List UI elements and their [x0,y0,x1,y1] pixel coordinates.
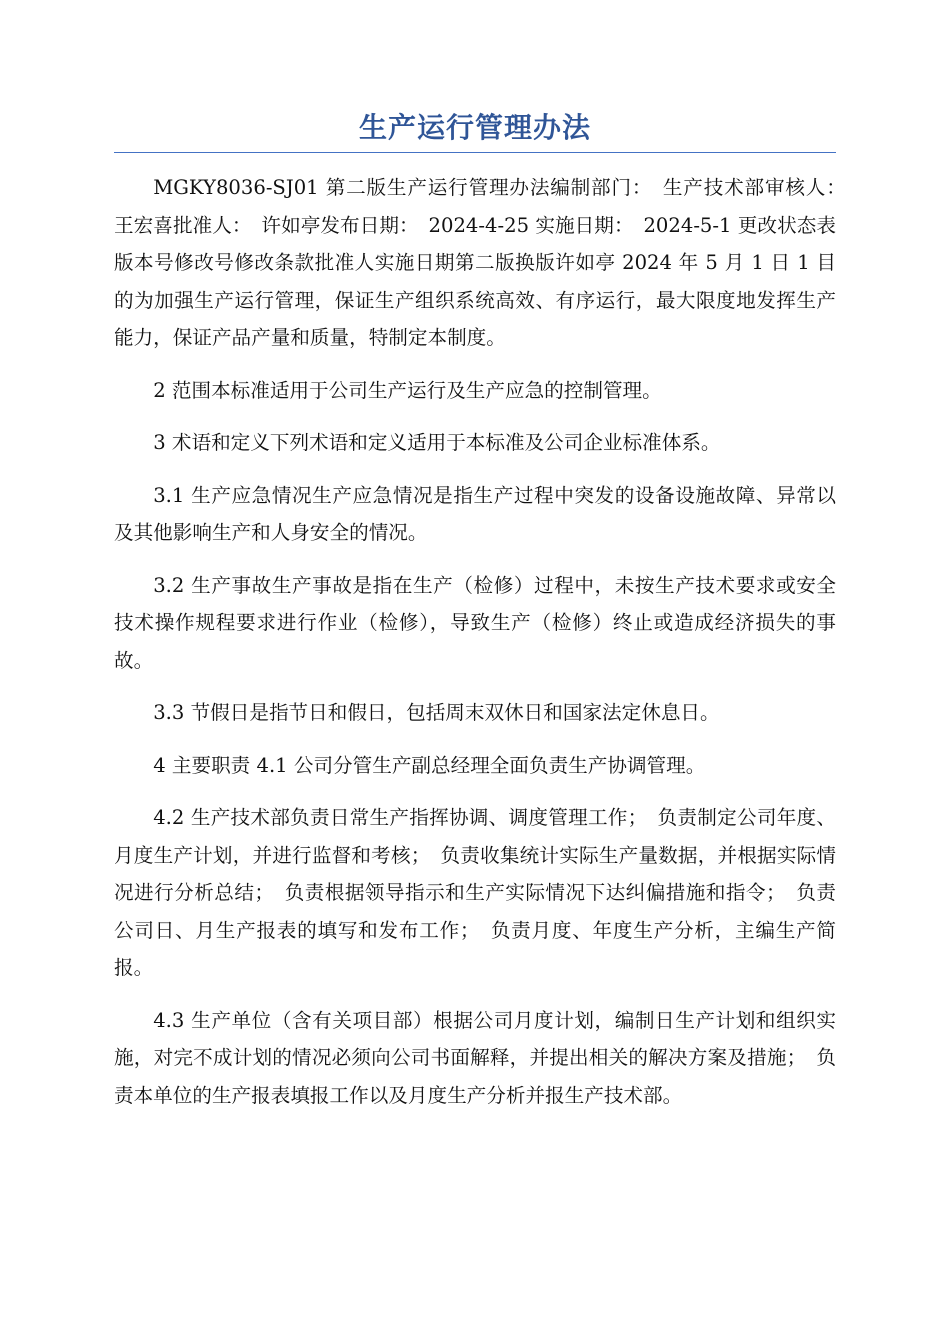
paragraph-duty-4-3: 4.3 生产单位（含有关项目部）根据公司月度计划，编制日生产计划和组织实施，对完不成计划的情况必须向公司书面解释，并提出相关的解决方案及措施； 负责本单位的生产报表填报工作以及月度生产分析并报生产技术部。 [114,1008,836,1107]
paragraph-scope: 2 范围本标准适用于公司生产运行及生产应急的控制管理。 [153,378,662,402]
page-title: 生产运行管理办法 [358,111,591,144]
paragraph-term-3-2: 3.2 生产事故生产事故是指在生产（检修）过程中，未按生产技术要求或安全技术操作规程要求进行作业（检修），导致生产（检修）终止或造成经济损失的事故。 [114,573,836,672]
title-underline [114,152,836,153]
paragraph-term-3-3: 3.3 节假日是指节日和假日，包括周末双休日和国家法定休息日。 [153,701,720,724]
document-page [114,110,856,1129]
paragraph-duty-4-2: 4.2 生产技术部负责日常生产指挥协调、调度管理工作； 负责制定公司年度、月度生产计划，并进行监督和考核； 负责收集统计实际生产量数据，并根据实际情况进行分析总结； 负责根据领导指示和生产实际情况下达纠偏措施和指令； 负责公司日、月生产报表的填写和发布工作； 负责月度、年度生产分析，主编生产简报。 [114,806,836,979]
paragraph-duty-4-1: 4 主要职责 4.1 公司分管生产副总经理全面负责生产协调管理。 [153,753,706,777]
paragraph-term-3-1: 3.1 生产应急情况生产应急情况是指生产过程中突发的设备设施故障、异常以及其他影响生产和人身安全的情况。 [114,483,836,544]
paragraph-intro: MGKY8036-SJ01 第二版生产运行管理办法编制部门： 生产技术部审核人： 王宏喜批准人： 许如亭发布日期： 2024-4-25 实施日期： 2024-5-1 更改状态表版本号修改号修改条款批准人实施日期第二版换版许如亭 2024 年 5 月 1 日 1 目的为加强生产运行管理，保证生产组织系统高效、有序运行，最大限度地发挥生产能力，保证产品产量和质量，特制定本制度。 [114,176,856,349]
paragraph-terms: 3 术语和定义下列术语和定义适用于本标准及公司企业标准体系。 [153,431,721,454]
